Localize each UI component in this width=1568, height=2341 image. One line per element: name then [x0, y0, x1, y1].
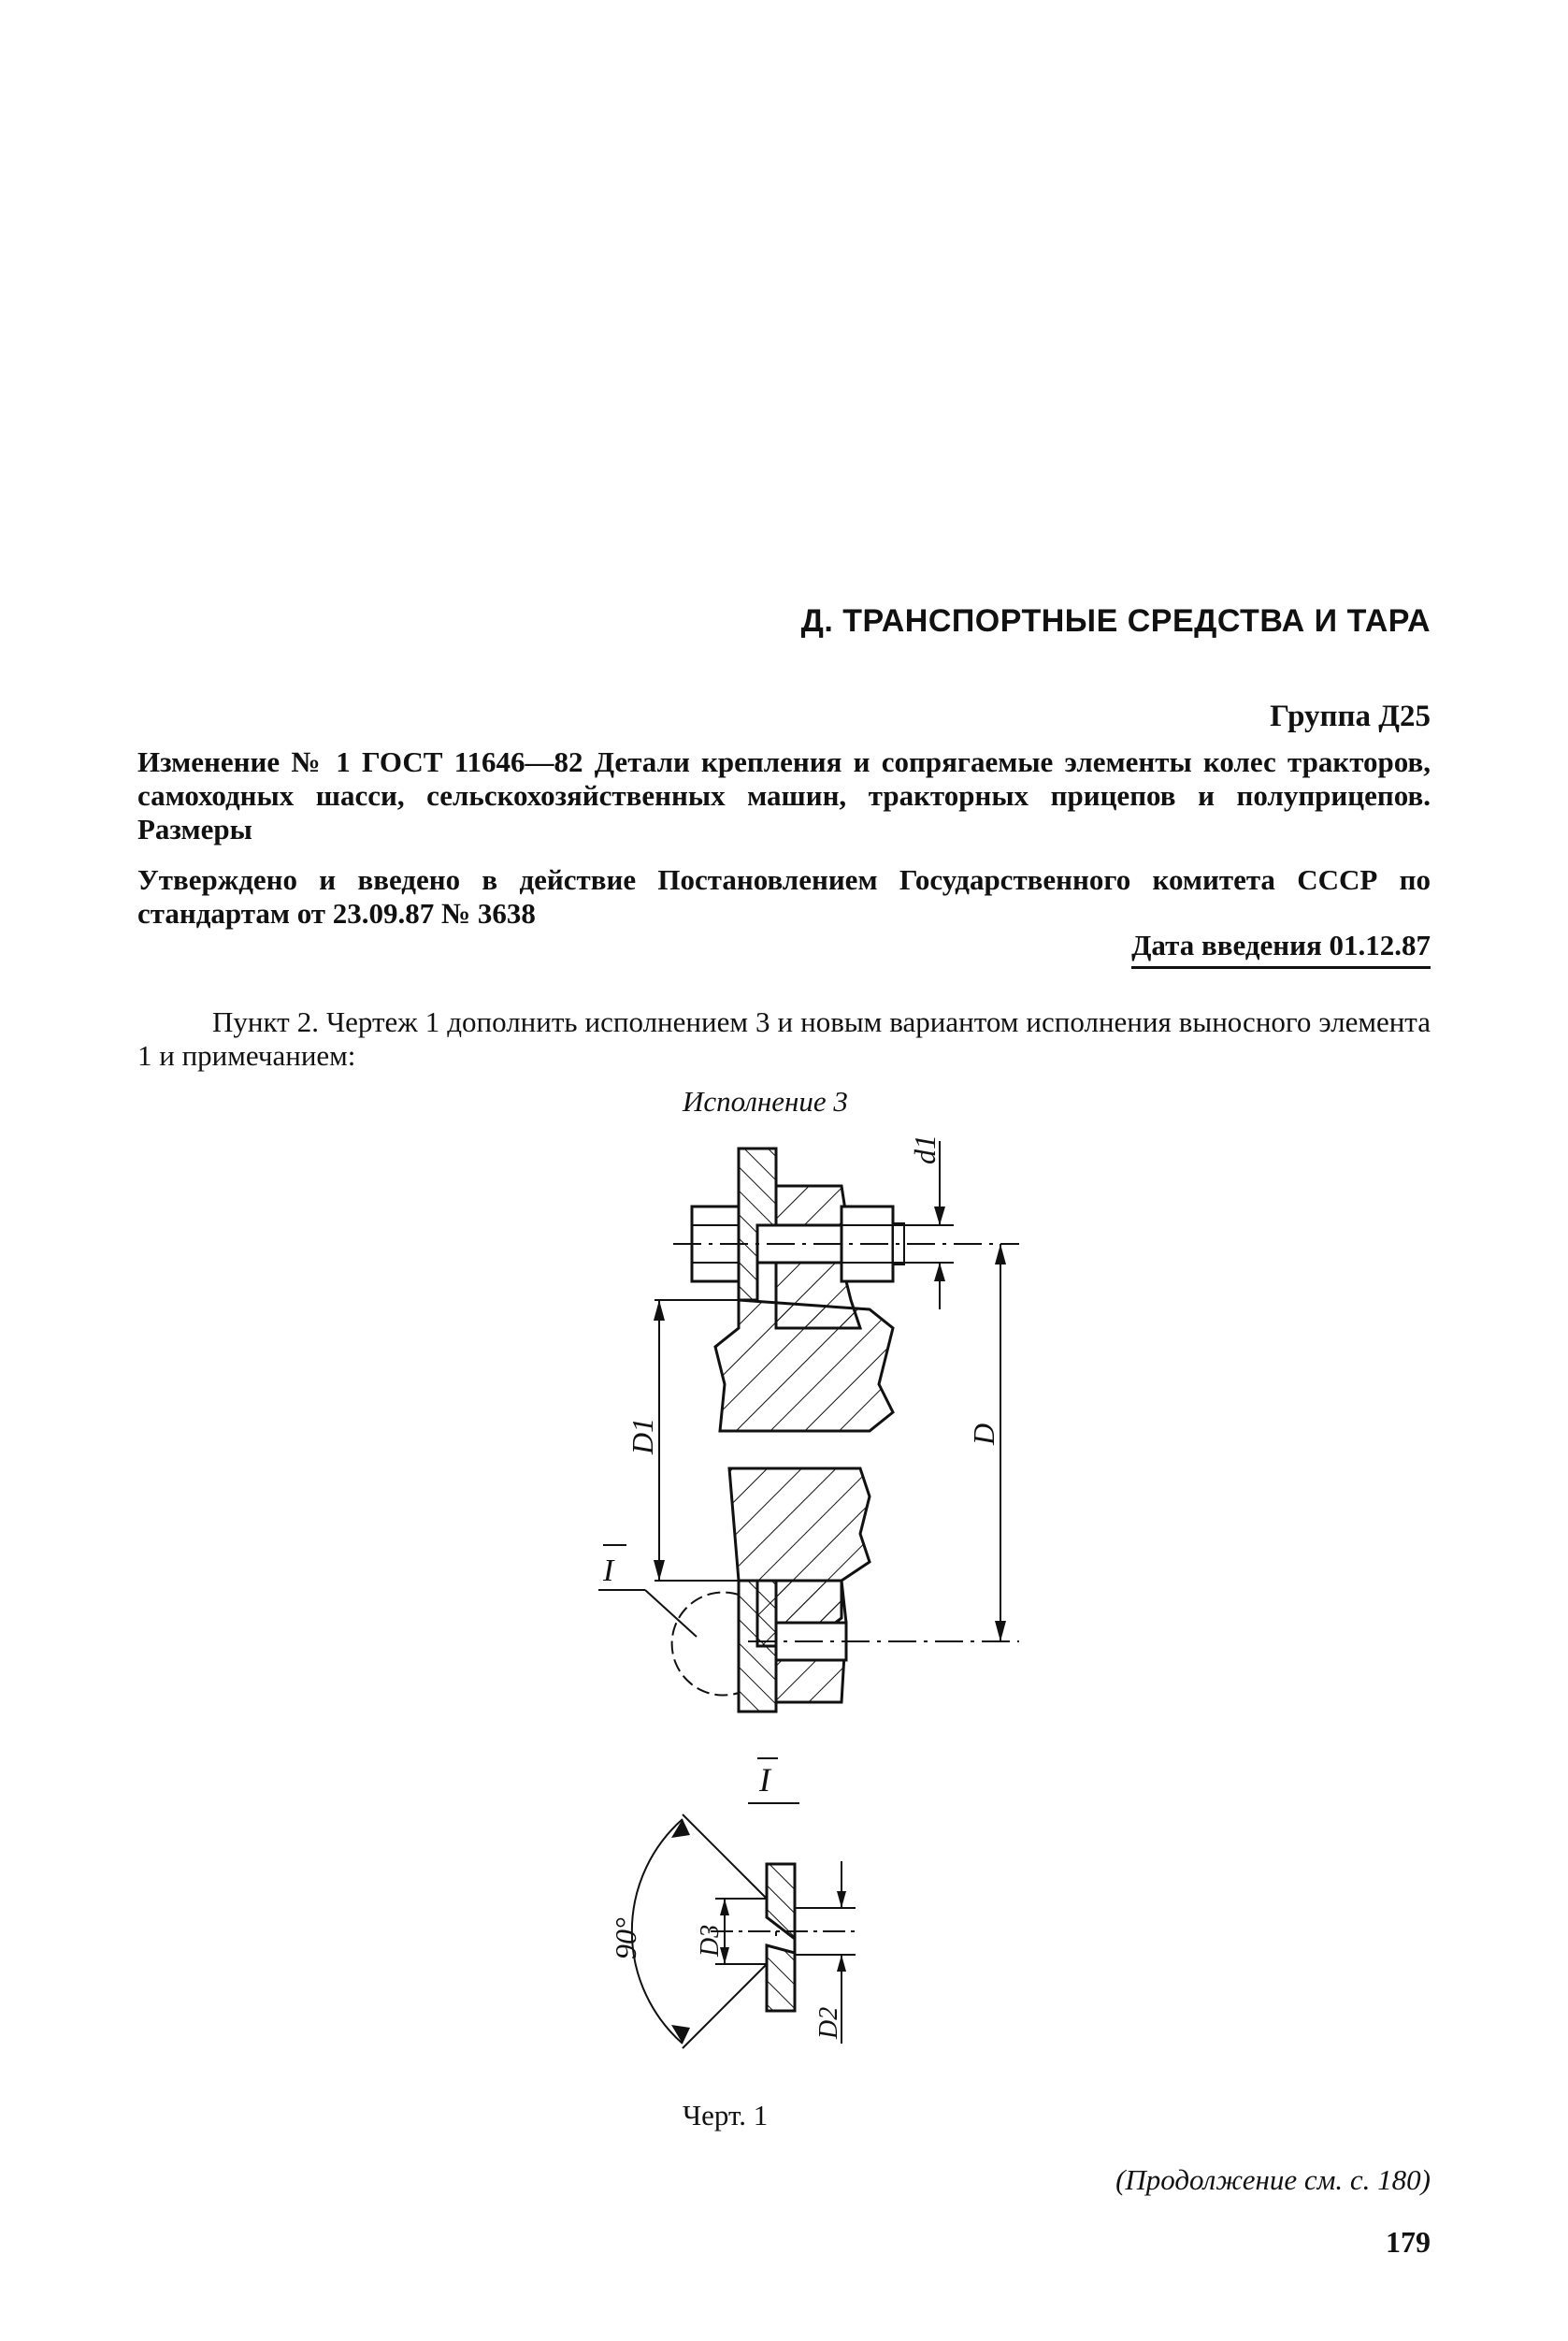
effective-date: Дата введения 01.12.87 — [1131, 929, 1431, 969]
continuation-note: (Продолжение см. с. 180) — [1115, 2163, 1431, 2196]
drawing-title: Исполнение 3 — [683, 1085, 848, 1118]
detail-title: I — [759, 1761, 770, 1799]
dimension-D — [967, 1244, 1006, 1641]
upper-assembly — [673, 1149, 1019, 1431]
body-paragraph: Пункт 2. Чертеж 1 дополнить исполнением 3 и новым вариантом исполнения выносного элемента 1 и примечанием: — [137, 1005, 1431, 1072]
label-D: D — [967, 1423, 1000, 1445]
section-title: Д. ТРАНСПОРТНЫЕ СРЕДСТВА И ТАРА — [800, 603, 1431, 639]
lower-assembly — [645, 1468, 1019, 1712]
change-notice: Изменение № 1 ГОСТ 11646—82 Детали крепления и сопрягаемые элементы колес тракторов, самоходных шасси, сельскохозяйственных машин, тракторных прицепов и полуприцепов. Размеры — [137, 745, 1431, 845]
detail-mark: I — [603, 1553, 614, 1588]
approval-text: Утверждено и введено в действие Постановлением Государственного комитета СССР по стандартам от 23.09.87 № 3638 — [137, 863, 1431, 930]
group-label: Группа Д25 — [1270, 700, 1431, 733]
label-D2: D2 — [814, 2006, 843, 2039]
label-D1: D1 — [626, 1417, 659, 1454]
figure-caption: Черт. 1 — [683, 2099, 769, 2131]
technical-drawing — [561, 1122, 1085, 2095]
label-D3: D3 — [696, 1924, 725, 1957]
detail-view — [609, 1758, 860, 2048]
label-d1: d1 — [908, 1134, 942, 1164]
label-angle: 90° — [609, 1917, 642, 1959]
page-number: 179 — [1386, 2225, 1431, 2259]
